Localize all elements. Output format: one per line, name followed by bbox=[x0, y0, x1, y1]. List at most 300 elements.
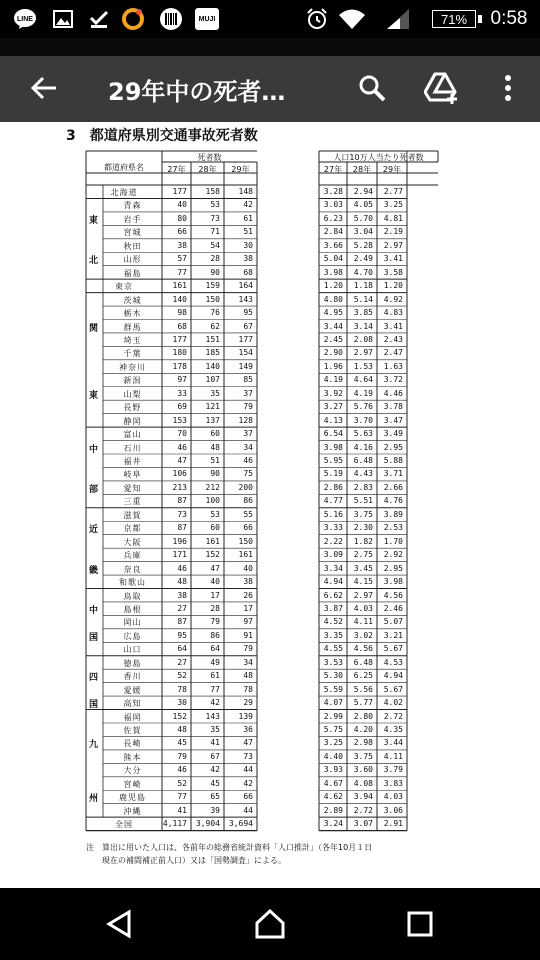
per-capita-value: 3.34 bbox=[323, 563, 343, 573]
group-header-deaths: 死者数 bbox=[197, 153, 222, 162]
prefecture-name: 鳥取 bbox=[123, 591, 142, 601]
navigation-bar bbox=[0, 888, 540, 960]
deaths-value: 177 bbox=[172, 187, 187, 196]
line-icon bbox=[12, 8, 38, 30]
deaths-value: 154 bbox=[238, 348, 253, 358]
deaths-value: 128 bbox=[238, 415, 253, 425]
deaths-value: 185 bbox=[205, 348, 220, 358]
per-capita-value: 3.06 bbox=[383, 805, 403, 815]
per-capita-value: 4.03 bbox=[383, 792, 403, 802]
per-capita-value: 4.94 bbox=[383, 671, 403, 681]
deaths-value: 35 bbox=[210, 725, 220, 734]
deaths-value: 64 bbox=[210, 644, 220, 654]
deaths-value: 80 bbox=[177, 213, 187, 223]
deaths-value: 77 bbox=[210, 684, 220, 694]
per-capita-value: 2.98 bbox=[353, 738, 373, 748]
deaths-value: 76 bbox=[210, 308, 220, 318]
per-capita-value: 3.78 bbox=[383, 402, 403, 412]
per-capita-value: 3.04 bbox=[353, 227, 373, 237]
document-heading: 3 都道府県別交通事故死者数 bbox=[66, 128, 258, 144]
deaths-value: 149 bbox=[238, 361, 253, 371]
per-capita-value: 3.98 bbox=[323, 267, 343, 277]
per-capita-value: 6.54 bbox=[323, 429, 343, 439]
per-capita-value: 2.77 bbox=[383, 187, 403, 196]
deaths-value: 137 bbox=[205, 415, 220, 425]
region-label: 北 bbox=[89, 256, 99, 267]
per-capita-value: 3.35 bbox=[323, 630, 343, 640]
deaths-value: 48 bbox=[243, 671, 253, 681]
deaths-value: 57 bbox=[177, 254, 187, 264]
per-capita-value: 3.41 bbox=[383, 254, 403, 264]
prefecture-name: 島根 bbox=[123, 604, 142, 614]
per-capita-value: 4.81 bbox=[383, 213, 403, 223]
per-capita-value: 3.75 bbox=[353, 751, 373, 761]
per-capita-value: 4.94 bbox=[323, 577, 343, 587]
deaths-value: 46 bbox=[243, 456, 253, 465]
deaths-value: 196 bbox=[172, 536, 187, 546]
pdf-page[interactable] bbox=[0, 122, 540, 888]
deaths-value: 107 bbox=[205, 375, 220, 385]
deaths-value: 151 bbox=[205, 334, 220, 344]
per-capita-value: 3.21 bbox=[383, 630, 403, 640]
deaths-value: 91 bbox=[243, 630, 253, 640]
footnote-line2: 現在の補間補正前人口）又は「国勢調査」による。 bbox=[86, 856, 286, 865]
per-capita-value: 3.83 bbox=[383, 778, 403, 788]
per-capita-value: 3.98 bbox=[383, 577, 403, 587]
region-label: 近 bbox=[89, 525, 99, 536]
prefecture-name: 愛知 bbox=[123, 483, 142, 493]
per-capita-value: 5.04 bbox=[323, 254, 343, 264]
per-capita-value: 4.52 bbox=[323, 617, 343, 627]
deaths-value: 49 bbox=[210, 657, 220, 667]
prefecture-name: 宮城 bbox=[123, 228, 142, 238]
deaths-value: 47 bbox=[210, 563, 220, 573]
per-capita-value: 4.53 bbox=[383, 657, 403, 667]
deaths-value: 42 bbox=[210, 765, 220, 775]
per-capita-value: 3.14 bbox=[353, 321, 373, 331]
deaths-value: 90 bbox=[210, 469, 220, 479]
deaths-value: 40 bbox=[210, 577, 220, 587]
deaths-value: 53 bbox=[210, 200, 220, 210]
per-capita-value: 4.80 bbox=[323, 294, 343, 304]
deaths-value: 60 bbox=[210, 523, 220, 533]
deaths-value: 95 bbox=[177, 630, 187, 640]
per-capita-value: 3.93 bbox=[323, 765, 343, 775]
per-capita-value: 4.20 bbox=[353, 725, 373, 734]
per-capita-value: 2.89 bbox=[323, 805, 343, 815]
deaths-value: 68 bbox=[243, 267, 253, 277]
per-capita-value: 1.20 bbox=[323, 281, 343, 291]
deaths-value: 38 bbox=[177, 590, 187, 600]
per-capita-value: 4.40 bbox=[323, 751, 343, 761]
deaths-value: 29 bbox=[243, 698, 253, 708]
deaths-value: 164 bbox=[238, 281, 253, 291]
prefecture-name: 三重 bbox=[123, 497, 142, 507]
per-capita-value: 4.62 bbox=[323, 792, 343, 802]
region-label: 東 bbox=[89, 215, 99, 226]
prefecture-name: 長野 bbox=[123, 403, 142, 413]
deaths-value: 48 bbox=[177, 577, 187, 587]
per-capita-value: 3.87 bbox=[323, 603, 343, 613]
deaths-value: 17 bbox=[243, 603, 253, 613]
per-capita-value: 1.63 bbox=[383, 361, 403, 371]
per-capita-value: 5.76 bbox=[353, 402, 373, 412]
prefecture-name: 千葉 bbox=[123, 349, 142, 359]
per-capita-value: 6.48 bbox=[353, 657, 373, 667]
prefecture-name: 愛媛 bbox=[123, 685, 142, 695]
per-capita-value: 4.55 bbox=[323, 644, 343, 654]
deaths-value: 42 bbox=[243, 200, 253, 210]
deaths-value: 41 bbox=[210, 738, 220, 748]
per-capita-value: 5.67 bbox=[383, 684, 403, 694]
deaths-value: 98 bbox=[177, 308, 187, 318]
per-capita-value: 4.64 bbox=[353, 375, 373, 385]
prefecture-name: 長崎 bbox=[123, 739, 142, 749]
check-icon bbox=[88, 8, 110, 30]
deaths-value: 67 bbox=[210, 751, 220, 761]
deaths-value: 55 bbox=[243, 509, 253, 519]
deaths-value: 69 bbox=[177, 402, 187, 412]
region-label: 中 bbox=[89, 444, 99, 455]
deaths-value: 85 bbox=[243, 375, 253, 385]
per-capita-value: 3.79 bbox=[383, 765, 403, 775]
deaths-value: 73 bbox=[210, 213, 220, 223]
year-header: 29年 bbox=[231, 165, 250, 174]
table-grid bbox=[0, 122, 540, 888]
deaths-value: 158 bbox=[205, 187, 220, 196]
per-capita-value: 4.19 bbox=[323, 375, 343, 385]
recents-nav-icon[interactable] bbox=[390, 902, 450, 946]
per-capita-value: 3.24 bbox=[323, 819, 343, 829]
deaths-value: 51 bbox=[210, 456, 220, 465]
deaths-value: 46 bbox=[177, 442, 187, 452]
region-label: 国 bbox=[89, 700, 99, 711]
deaths-value: 30 bbox=[243, 240, 253, 250]
per-capita-value: 3.25 bbox=[383, 200, 403, 210]
deaths-value: 45 bbox=[210, 778, 220, 788]
deaths-value: 48 bbox=[210, 442, 220, 452]
per-capita-value: 2.83 bbox=[353, 482, 373, 492]
per-capita-value: 2.53 bbox=[383, 523, 403, 533]
per-capita-value: 3.70 bbox=[353, 415, 373, 425]
deaths-value: 73 bbox=[243, 751, 253, 761]
per-capita-value: 2.47 bbox=[383, 348, 403, 358]
signal-icon bbox=[384, 8, 412, 30]
deaths-value: 97 bbox=[177, 375, 187, 385]
deaths-value: 79 bbox=[177, 751, 187, 761]
deaths-value: 180 bbox=[172, 348, 187, 358]
add-to-drive-icon[interactable] bbox=[420, 66, 464, 110]
deaths-value: 86 bbox=[243, 496, 253, 506]
back-arrow-icon[interactable] bbox=[24, 68, 64, 108]
deaths-value: 77 bbox=[177, 792, 187, 802]
prefecture-name: 東京 bbox=[115, 282, 133, 292]
per-capita-value: 2.22 bbox=[323, 536, 343, 546]
per-capita-value: 3.60 bbox=[353, 765, 373, 775]
prefecture-name: 山形 bbox=[123, 255, 142, 265]
deaths-value: 66 bbox=[243, 792, 253, 802]
deaths-value: 38 bbox=[243, 254, 253, 264]
prefecture-name: 熊本 bbox=[123, 752, 142, 762]
deaths-value: 3,904 bbox=[195, 819, 220, 829]
prefecture-name: 新潟 bbox=[123, 376, 142, 386]
deaths-value: 148 bbox=[238, 187, 253, 196]
region-label: 東 bbox=[89, 390, 99, 401]
svg-text:LINE: LINE bbox=[17, 16, 33, 23]
muji-icon: MUJI bbox=[194, 8, 220, 30]
per-capita-value: 5.70 bbox=[353, 213, 373, 223]
deaths-value: 27 bbox=[177, 657, 187, 667]
per-capita-value: 2.72 bbox=[353, 805, 373, 815]
deaths-value: 177 bbox=[238, 334, 253, 344]
wifi-icon bbox=[338, 8, 366, 30]
per-capita-value: 6.48 bbox=[353, 456, 373, 465]
per-capita-value: 3.75 bbox=[353, 509, 373, 519]
barcode-icon bbox=[158, 8, 184, 30]
per-capita-value: 4.95 bbox=[323, 308, 343, 318]
deaths-value: 37 bbox=[243, 429, 253, 439]
deaths-value: 38 bbox=[177, 240, 187, 250]
region-label: 部 bbox=[89, 484, 99, 495]
per-capita-value: 4.16 bbox=[353, 442, 373, 452]
per-capita-value: 2.94 bbox=[353, 187, 373, 196]
per-capita-value: 2.86 bbox=[323, 482, 343, 492]
per-capita-value: 3.94 bbox=[353, 792, 373, 802]
per-capita-value: 4.11 bbox=[383, 751, 403, 761]
per-capita-value: 2.49 bbox=[353, 254, 373, 264]
per-capita-value: 4.03 bbox=[353, 603, 373, 613]
per-capita-value: 5.07 bbox=[383, 617, 403, 627]
per-capita-value: 2.97 bbox=[353, 590, 373, 600]
deaths-value: 46 bbox=[177, 765, 187, 775]
deaths-value: 51 bbox=[243, 227, 253, 237]
region-label: 畿 bbox=[89, 565, 99, 576]
prefecture-name: 埼玉 bbox=[123, 335, 142, 345]
per-capita-value: 3.27 bbox=[323, 402, 343, 412]
back-nav-icon[interactable] bbox=[90, 902, 150, 946]
deaths-value: 36 bbox=[243, 725, 253, 734]
prefecture-name: 青森 bbox=[123, 201, 142, 211]
per-capita-value: 3.45 bbox=[353, 563, 373, 573]
footnote-line1: 注 算出に用いた人口は、各前年の総務省統計資料「人口推計」（各年10月１日 bbox=[86, 843, 373, 852]
prefecture-name: 京都 bbox=[123, 524, 142, 534]
prefecture-name: 奈良 bbox=[123, 564, 142, 574]
deaths-value: 30 bbox=[177, 698, 187, 708]
per-capita-value: 4.13 bbox=[323, 415, 343, 425]
deaths-value: 41 bbox=[177, 805, 187, 815]
prefecture-name: 全国 bbox=[115, 820, 133, 830]
per-capita-value: 3.02 bbox=[353, 630, 373, 640]
prefecture-name: 香川 bbox=[123, 672, 142, 682]
clock: 0:58 bbox=[490, 8, 528, 29]
deaths-value: 106 bbox=[172, 469, 187, 479]
per-capita-value: 5.75 bbox=[323, 725, 343, 734]
per-capita-value: 3.07 bbox=[353, 819, 373, 829]
year-header: 28年 bbox=[198, 165, 217, 174]
per-capita-value: 1.18 bbox=[353, 281, 373, 291]
alarm-icon bbox=[304, 8, 330, 30]
per-capita-value: 2.45 bbox=[323, 334, 343, 344]
per-capita-value: 2.84 bbox=[323, 227, 343, 237]
per-capita-value: 3.71 bbox=[383, 469, 403, 479]
per-capita-value: 4.07 bbox=[323, 698, 343, 708]
prefecture-name: 広島 bbox=[123, 631, 142, 641]
group-header-per-capita: 人口10万人当たり死者数 bbox=[333, 153, 424, 162]
deaths-value: 61 bbox=[210, 671, 220, 681]
per-capita-value: 1.96 bbox=[323, 361, 343, 371]
per-capita-value: 3.41 bbox=[383, 321, 403, 331]
per-capita-value: 4.08 bbox=[353, 778, 373, 788]
per-capita-value: 3.92 bbox=[323, 388, 343, 398]
per-capita-value: 5.63 bbox=[353, 429, 373, 439]
prefecture-name: 宮崎 bbox=[123, 779, 142, 789]
per-capita-value: 3.98 bbox=[323, 442, 343, 452]
deaths-value: 75 bbox=[243, 469, 253, 479]
per-capita-value: 4.05 bbox=[353, 200, 373, 210]
region-label: 関 bbox=[89, 323, 99, 334]
prefecture-name: 沖縄 bbox=[123, 806, 142, 816]
per-capita-value: 3.28 bbox=[323, 187, 343, 196]
prefecture-name: 福島 bbox=[123, 268, 142, 278]
deaths-value: 139 bbox=[238, 711, 253, 721]
per-capita-value: 4.56 bbox=[353, 644, 373, 654]
more-options-icon[interactable] bbox=[488, 68, 528, 108]
deaths-value: 161 bbox=[172, 281, 187, 291]
deaths-value: 44 bbox=[243, 765, 253, 775]
deaths-value: 77 bbox=[177, 267, 187, 277]
deaths-value: 68 bbox=[177, 321, 187, 331]
per-capita-value: 5.59 bbox=[323, 684, 343, 694]
prefecture-name: 北海道 bbox=[110, 188, 138, 197]
deaths-value: 73 bbox=[177, 509, 187, 519]
per-capita-value: 5.19 bbox=[323, 469, 343, 479]
per-capita-value: 2.80 bbox=[353, 711, 373, 721]
per-capita-value: 6.25 bbox=[353, 671, 373, 681]
deaths-value: 61 bbox=[243, 213, 253, 223]
prefecture-name: 鹿児島 bbox=[119, 793, 146, 803]
deaths-value: 87 bbox=[177, 617, 187, 627]
deaths-value: 100 bbox=[205, 496, 220, 506]
deaths-value: 87 bbox=[177, 523, 187, 533]
battery-tip-icon bbox=[478, 15, 482, 23]
deaths-value: 161 bbox=[238, 550, 253, 560]
per-capita-value: 4.76 bbox=[383, 496, 403, 506]
per-capita-value: 3.89 bbox=[383, 509, 403, 519]
per-capita-value: 5.30 bbox=[323, 671, 343, 681]
deaths-value: 53 bbox=[210, 509, 220, 519]
deaths-value: 38 bbox=[243, 577, 253, 587]
deaths-value: 4,117 bbox=[162, 819, 187, 829]
deaths-value: 35 bbox=[210, 388, 220, 398]
deaths-value: 177 bbox=[172, 334, 187, 344]
per-capita-value: 6.23 bbox=[323, 213, 343, 223]
per-capita-value: 2.19 bbox=[383, 227, 403, 237]
battery-indicator: 71% bbox=[432, 10, 476, 28]
per-capita-value: 3.47 bbox=[383, 415, 403, 425]
deaths-value: 65 bbox=[210, 792, 220, 802]
deaths-value: 47 bbox=[243, 738, 253, 748]
per-capita-value: 4.92 bbox=[383, 294, 403, 304]
deaths-value: 66 bbox=[243, 523, 253, 533]
deaths-value: 178 bbox=[172, 361, 187, 371]
per-capita-value: 1.82 bbox=[353, 536, 373, 546]
per-capita-value: 4.15 bbox=[353, 577, 373, 587]
deaths-value: 40 bbox=[243, 563, 253, 573]
deaths-value: 52 bbox=[177, 778, 187, 788]
app-toolbar bbox=[0, 56, 540, 122]
prefecture-name: 徳島 bbox=[123, 658, 142, 668]
deaths-value: 48 bbox=[177, 725, 187, 734]
per-capita-value: 5.67 bbox=[383, 644, 403, 654]
year-header: 27年 bbox=[323, 165, 343, 174]
prefecture-name: 高知 bbox=[123, 699, 142, 709]
deaths-value: 39 bbox=[210, 805, 220, 815]
deaths-value: 79 bbox=[210, 617, 220, 627]
prefecture-name: 大分 bbox=[123, 766, 142, 776]
search-icon[interactable] bbox=[352, 68, 392, 108]
deaths-value: 52 bbox=[177, 671, 187, 681]
deaths-value: 44 bbox=[243, 805, 253, 815]
prefecture-name: 山口 bbox=[123, 645, 142, 655]
prefecture-name: 滋賀 bbox=[123, 510, 142, 520]
deaths-value: 67 bbox=[243, 321, 253, 331]
column-header-prefecture: 都道府県名 bbox=[104, 163, 144, 172]
per-capita-value: 2.08 bbox=[353, 334, 373, 344]
per-capita-value: 4.19 bbox=[353, 388, 373, 398]
deaths-value: 17 bbox=[210, 590, 220, 600]
year-header: 29年 bbox=[382, 165, 402, 174]
per-capita-value: 1.20 bbox=[383, 281, 403, 291]
per-capita-value: 4.02 bbox=[383, 698, 403, 708]
prefecture-name: 佐賀 bbox=[123, 726, 142, 735]
per-capita-value: 3.72 bbox=[383, 375, 403, 385]
prefecture-name: 大阪 bbox=[123, 537, 142, 547]
per-capita-value: 2.46 bbox=[383, 603, 403, 613]
status-band bbox=[0, 38, 540, 56]
deaths-value: 121 bbox=[205, 402, 220, 412]
deaths-value: 143 bbox=[238, 294, 253, 304]
prefecture-name: 茨城 bbox=[123, 295, 142, 305]
deaths-value: 64 bbox=[177, 644, 187, 654]
per-capita-value: 2.97 bbox=[383, 240, 403, 250]
deaths-value: 28 bbox=[210, 254, 220, 264]
per-capita-value: 3.33 bbox=[323, 523, 343, 533]
deaths-value: 171 bbox=[172, 550, 187, 560]
deaths-value: 90 bbox=[210, 267, 220, 277]
prefecture-name: 栃木 bbox=[123, 309, 142, 319]
per-capita-value: 3.25 bbox=[323, 738, 343, 748]
deaths-value: 34 bbox=[243, 442, 253, 452]
deaths-value: 47 bbox=[177, 456, 187, 465]
deaths-value: 143 bbox=[205, 711, 220, 721]
home-nav-icon[interactable] bbox=[240, 902, 300, 946]
per-capita-value: 2.66 bbox=[383, 482, 403, 492]
prefecture-name: 岡山 bbox=[123, 618, 142, 628]
per-capita-value: 2.97 bbox=[353, 348, 373, 358]
per-capita-value: 4.67 bbox=[323, 778, 343, 788]
per-capita-value: 3.58 bbox=[383, 267, 403, 277]
per-capita-value: 3.44 bbox=[383, 738, 403, 748]
per-capita-value: 4.43 bbox=[353, 469, 373, 479]
ring-icon bbox=[120, 8, 146, 30]
per-capita-value: 5.14 bbox=[353, 294, 373, 304]
per-capita-value: 2.95 bbox=[383, 563, 403, 573]
per-capita-value: 3.44 bbox=[323, 321, 343, 331]
deaths-value: 60 bbox=[210, 429, 220, 439]
prefecture-name: 山梨 bbox=[123, 389, 142, 399]
deaths-value: 159 bbox=[205, 281, 220, 291]
per-capita-value: 3.49 bbox=[383, 429, 403, 439]
